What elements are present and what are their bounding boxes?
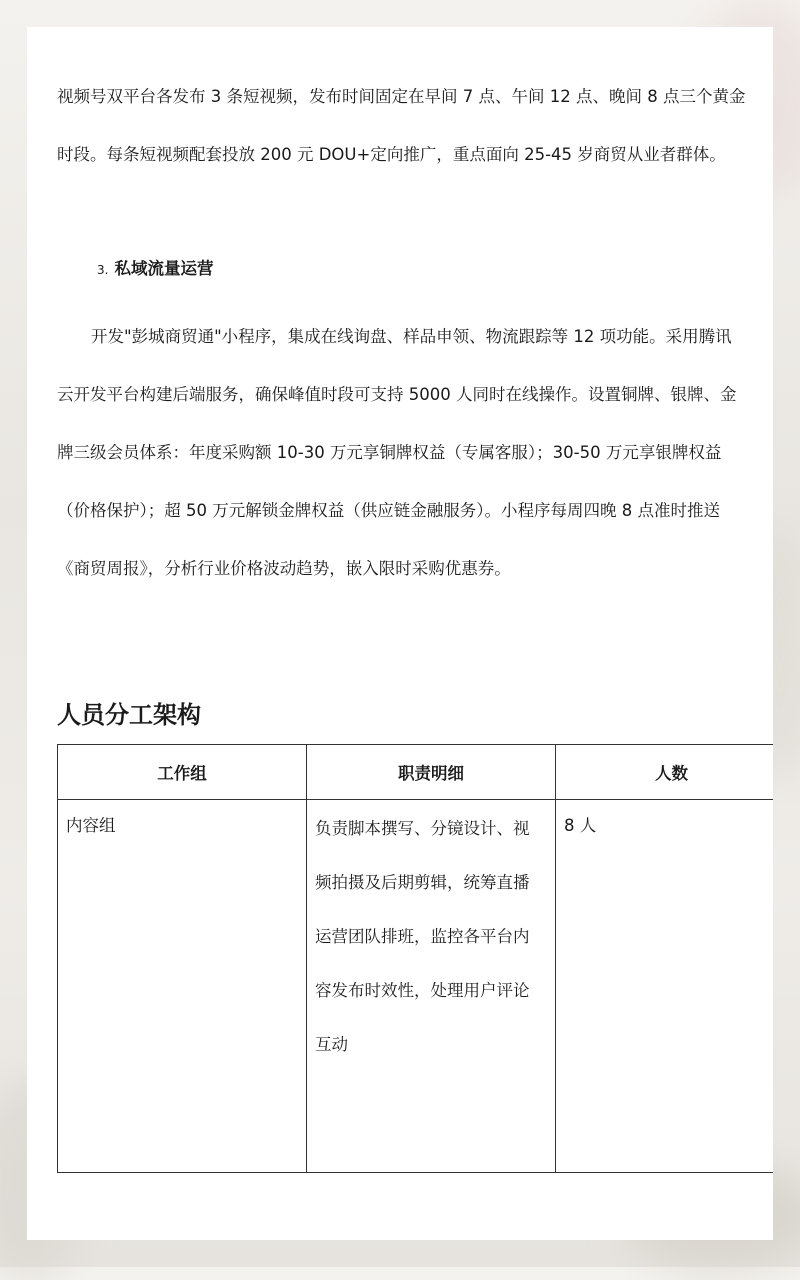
subheading-private-traffic xyxy=(97,255,213,279)
header-headcount: 人数 xyxy=(556,745,774,800)
header-work-group: 工作组 xyxy=(58,745,307,800)
paragraph-private-traffic-text: 开发"彭城商贸通"小程序，集成在线询盘、样品申领、物流跟踪等 12 项功能。采用腾讯云开发平台构建后端服务，确保峰值时段可支持 5000 人同时在线操作。设置铜牌、银牌、金牌三级会员体系：年度采购额 10-30 万元享铜牌权益（专属客服）；30-50 万元享银牌权益（价格保护）；超 50 万元解锁金牌权益（供应链金融服务）。小程序每周四晚 8 点准时推送《商贸周报》，分析行业价格波动趋势，嵌入限时采购优惠券。 xyxy=(57,327,737,578)
cell-duties: 负责脚本撰写、分镜设计、视频拍摄及后期剪辑，统筹直播运营团队排班，监控各平台内容发布时效性，处理用户评论互动 xyxy=(307,800,556,1173)
cell-work-group: 内容组 xyxy=(58,800,307,1173)
section-title-staffing: 人员分工架构 xyxy=(57,701,201,729)
table-row xyxy=(58,800,774,1173)
staff-table xyxy=(57,744,773,1173)
table-header-row xyxy=(58,745,774,800)
cell-headcount: 8 人 xyxy=(556,800,774,1173)
document-page xyxy=(27,27,773,1240)
header-duties: 职责明细 xyxy=(307,745,556,800)
paragraph-private-traffic xyxy=(57,308,747,598)
subheading-number: 3. xyxy=(97,263,109,277)
paragraph-video-schedule: 视频号双平台各发布 3 条短视频，发布时间固定在早间 7 点、午间 12 点、晚间 8 点三个黄金时段。每条短视频配套投放 200 元 DOU+定向推广，重点面向 25-45 岁商贸从业者群体。 xyxy=(57,87,746,164)
subheading-label: 私域流量运营 xyxy=(114,259,214,278)
